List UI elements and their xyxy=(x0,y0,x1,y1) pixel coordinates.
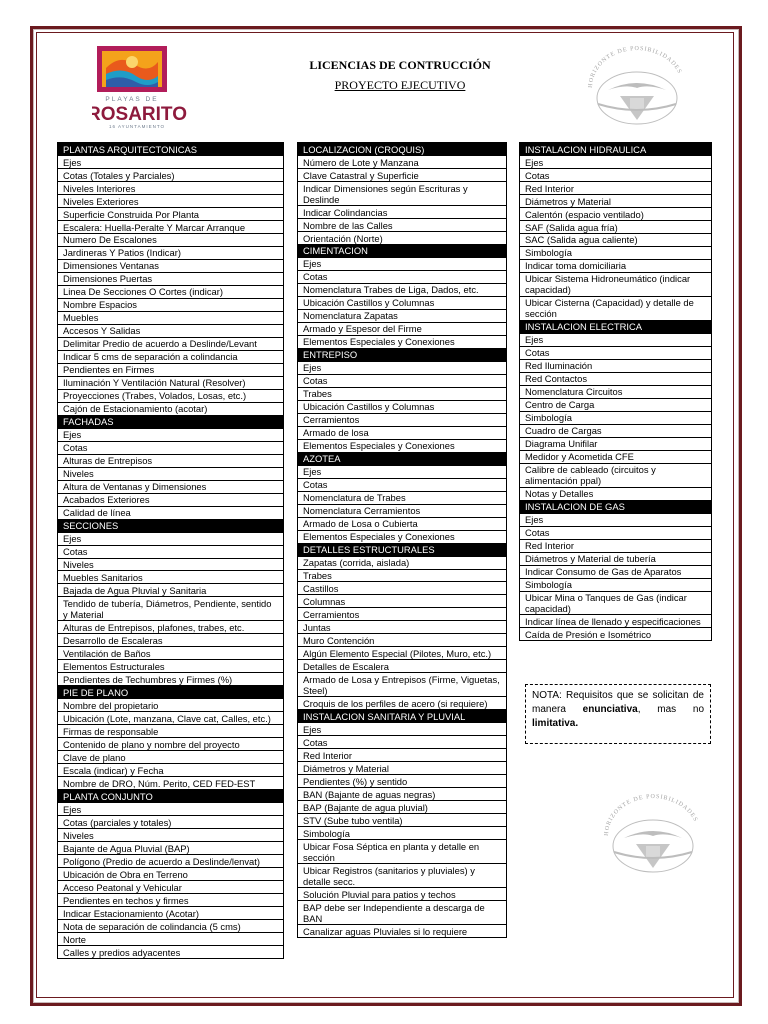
note-bold-2: limitativa. xyxy=(532,718,579,729)
checklist-column-2 xyxy=(297,142,507,938)
checklist-item: Diagrama Unifilar xyxy=(520,437,711,450)
checklist-item: Simbología xyxy=(520,246,711,259)
checklist-item: Acabados Exteriores xyxy=(58,493,283,506)
checklist-item: Acceso Peatonal y Vehicular xyxy=(58,880,283,893)
section-header: ENTREPISO xyxy=(298,348,506,361)
checklist-item: Red Iluminación xyxy=(520,359,711,372)
checklist-item: Niveles xyxy=(58,828,283,841)
checklist-item: Ubicación Castillos y Columnas xyxy=(298,296,506,309)
checklist-item: Cotas xyxy=(520,526,711,539)
checklist-item: Ventilación de Baños xyxy=(58,646,283,659)
checklist-item: Nombre del propietario xyxy=(58,698,283,711)
checklist-item: Niveles xyxy=(58,558,283,571)
checklist-item: Columnas xyxy=(298,594,506,607)
checklist-item: Ejes xyxy=(520,513,711,526)
checklist-item: Cotas xyxy=(298,735,506,748)
checklist-item: Superficie Construida Por Planta xyxy=(58,207,283,220)
checklist-item: Algún Elemento Especial (Pilotes, Muro, etc.) xyxy=(298,646,506,659)
checklist-item: Alturas de Entrepisos xyxy=(58,454,283,467)
checklist-item: Simbología xyxy=(520,578,711,591)
checklist-item: Cotas xyxy=(298,478,506,491)
checklist-item: Solución Pluvial para patios y techos xyxy=(298,887,506,900)
checklist-item: Cuadro de Cargas xyxy=(520,424,711,437)
checklist-item: Ubicar Mina o Tanques de Gas (indicar capacidad) xyxy=(520,591,711,615)
checklist-item: Pendientes de Techumbres y Firmes (%) xyxy=(58,672,283,685)
checklist-item: Cajón de Estacionamiento (acotar) xyxy=(58,402,283,415)
checklist-item: Croquis de los perfiles de acero (si requiere) xyxy=(298,696,506,709)
checklist-item: Clave Catastral y Superficie xyxy=(298,168,506,181)
checklist-item: Diámetros y Material de tubería xyxy=(520,552,711,565)
checklist-item: Calibre de cableado (circuitos y alimentación ppal) xyxy=(520,463,711,487)
page-subtitle: PROYECTO EJECUTIVO xyxy=(334,78,466,92)
checklist-item: Escala (indicar) y Fecha xyxy=(58,763,283,776)
checklist-item: Ejes xyxy=(58,802,283,815)
checklist-item: Simbología xyxy=(298,826,506,839)
section-header: INSTALACION SANITARIA Y PLUVIAL xyxy=(298,709,506,722)
checklist-item: SAC (Salida agua caliente) xyxy=(520,233,711,246)
checklist-item: Pendientes en techos y firmes xyxy=(58,893,283,906)
checklist-item: Indicar 5 cms de separación a colindancia xyxy=(58,350,283,363)
checklist-item: Tendido de tubería, Diámetros, Pendiente, sentido y Material xyxy=(58,596,283,620)
checklist-item: Ubicar Fosa Séptica en planta y detalle en sección xyxy=(298,839,506,863)
checklist-item: Simbología xyxy=(520,411,711,424)
checklist-item: Nomenclatura Trabes de Liga, Dados, etc. xyxy=(298,283,506,296)
checklist-item: Castillos xyxy=(298,581,506,594)
checklist-item: Ejes xyxy=(58,532,283,545)
checklist-item: Notas y Detalles xyxy=(520,487,711,500)
checklist-item: Niveles Interiores xyxy=(58,181,283,194)
checklist-item: Ejes xyxy=(58,428,283,441)
checklist-item: Trabes xyxy=(298,387,506,400)
checklist-item: Calentón (espacio ventilado) xyxy=(520,207,711,220)
checklist-item: Caída de Presión e Isométrico xyxy=(520,627,711,640)
checklist-item: Diámetros y Material xyxy=(520,194,711,207)
logo-sub: 16 AYUNTAMIENTO xyxy=(108,124,166,129)
checklist-item: Cotas xyxy=(298,270,506,283)
checklist-item: Elementos Especiales y Conexiones xyxy=(298,335,506,348)
municipal-seal-icon xyxy=(578,46,696,130)
checklist-item: Red Interior xyxy=(520,539,711,552)
checklist-column-1 xyxy=(57,142,284,959)
checklist-item: Dimensiones Ventanas xyxy=(58,259,283,272)
checklist-item: Elementos Estructurales xyxy=(58,659,283,672)
checklist-item: Ubicar Sistema Hidroneumático (indicar capacidad) xyxy=(520,272,711,296)
checklist-item: Calidad de línea xyxy=(58,506,283,519)
checklist-item: Número de Lote y Manzana xyxy=(298,155,506,168)
checklist-item: Ejes xyxy=(298,465,506,478)
checklist-item: Armado de Losa o Cubierta xyxy=(298,517,506,530)
checklist-item: Bajante de Agua Pluvial (BAP) xyxy=(58,841,283,854)
checklist-item: Ejes xyxy=(298,361,506,374)
note-bold-1: enunciativa xyxy=(582,704,638,715)
checklist-item: Red Interior xyxy=(298,748,506,761)
checklist-item: Ejes xyxy=(298,722,506,735)
section-header: AZOTEA xyxy=(298,452,506,465)
checklist-item: Cotas xyxy=(58,441,283,454)
section-header: INSTALACION DE GAS xyxy=(520,500,711,513)
checklist-item: Nombre Espacios xyxy=(58,298,283,311)
section-header: PLANTA CONJUNTO xyxy=(58,789,283,802)
checklist-item: Indicar línea de llenado y especificaciones xyxy=(520,614,711,627)
checklist-item: Altura de Ventanas y Dimensiones xyxy=(58,480,283,493)
checklist-item: Pendientes en Firmes xyxy=(58,363,283,376)
checklist-item: Indicar toma domiciliaria xyxy=(520,259,711,272)
checklist-item: Cotas xyxy=(520,346,711,359)
checklist-item: Cotas xyxy=(520,168,711,181)
checklist-item: STV (Sube tubo ventila) xyxy=(298,813,506,826)
checklist-item: Cerramientos xyxy=(298,607,506,620)
checklist-item: Nota de separación de colindancia (5 cms) xyxy=(58,919,283,932)
note-prefix: NOTA: Requisitos que se solicitan de manera xyxy=(532,690,704,715)
section-header: CIMENTACION xyxy=(298,244,506,257)
checklist-item: Indicar Colindancias xyxy=(298,205,506,218)
checklist-item: Red Contactos xyxy=(520,372,711,385)
checklist-item: Contenido de plano y nombre del proyecto xyxy=(58,737,283,750)
checklist-item: Dimensiones Puertas xyxy=(58,272,283,285)
checklist-item: Cotas (Totales y Parciales) xyxy=(58,168,283,181)
checklist-item: Centro de Carga xyxy=(520,398,711,411)
checklist-item: Niveles Exteriores xyxy=(58,194,283,207)
checklist-item: Cotas xyxy=(58,545,283,558)
checklist-item: Red Interior xyxy=(520,181,711,194)
checklist-item: Zapatas (corrida, aislada) xyxy=(298,556,506,569)
checklist-item: Ubicación (Lote, manzana, Clave cat, Calles, etc.) xyxy=(58,711,283,724)
section-header: INSTALACION ELECTRICA xyxy=(520,320,711,333)
checklist-item: Pendientes (%) y sentido xyxy=(298,774,506,787)
checklist-item: Elementos Especiales y Conexiones xyxy=(298,530,506,543)
checklist-item: Ejes xyxy=(58,155,283,168)
checklist-item: Polígono (Predio de acuerdo a Deslinde/lenvat) xyxy=(58,854,283,867)
checklist-item: Nomenclatura Cerramientos xyxy=(298,504,506,517)
checklist-item: Nombre de DRO, Núm. Perito, CED FED-EST xyxy=(58,776,283,789)
checklist-item: Ejes xyxy=(520,333,711,346)
section-header: PIE DE PLANO xyxy=(58,685,283,698)
checklist-item: Desarrollo de Escaleras xyxy=(58,633,283,646)
checklist-item: Numero De Escalones xyxy=(58,233,283,246)
checklist-item: Delimitar Predio de acuerdo a Deslinde/Levant xyxy=(58,337,283,350)
section-header: LOCALIZACION (CROQUIS) xyxy=(298,143,506,155)
checklist-item: Nombre de las Calles xyxy=(298,218,506,231)
checklist-item: Cotas (parciales y totales) xyxy=(58,815,283,828)
checklist-item: Juntas xyxy=(298,620,506,633)
checklist-item: Ejes xyxy=(520,155,711,168)
checklist-item: Jardineras Y Patios (Indicar) xyxy=(58,246,283,259)
checklist-item: Detalles de Escalera xyxy=(298,659,506,672)
note-middle: , mas no xyxy=(637,704,705,715)
checklist-item: Clave de plano xyxy=(58,750,283,763)
checklist-item: BAP (Bajante de agua pluvial) xyxy=(298,800,506,813)
checklist-item: Niveles xyxy=(58,467,283,480)
checklist-item: Nomenclatura Zapatas xyxy=(298,309,506,322)
checklist-item: Medidor y Acometida CFE xyxy=(520,450,711,463)
checklist-item: Calles y predios adyacentes xyxy=(58,945,283,958)
checklist-item: Muro Contención xyxy=(298,633,506,646)
checklist-item: Indicar Estacionamiento (Acotar) xyxy=(58,906,283,919)
checklist-item: Ubicación de Obra en Terreno xyxy=(58,867,283,880)
checklist-item: Firmas de responsable xyxy=(58,724,283,737)
note-box xyxy=(525,684,711,744)
checklist-item: Armado y Espesor del Firme xyxy=(298,322,506,335)
checklist-item: Indicar Consumo de Gas de Aparatos xyxy=(520,565,711,578)
checklist-item: Muebles xyxy=(58,311,283,324)
section-header: SECCIONES xyxy=(58,519,283,532)
checklist-item: SAF (Salida agua fría) xyxy=(520,220,711,233)
checklist-item: Iluminación Y Ventilación Natural (Resolver) xyxy=(58,376,283,389)
section-header: DETALLES ESTRUCTURALES xyxy=(298,543,506,556)
checklist-item: Ubicar Cisterna (Capacidad) y detalle de sección xyxy=(520,296,711,320)
checklist-item: Armado de Losa y Entrepisos (Firme, Viguetas, Steel) xyxy=(298,672,506,696)
checklist-item: Linea De Secciones O Cortes (indicar) xyxy=(58,285,283,298)
checklist-column-3 xyxy=(519,142,712,641)
checklist-item: Orientación (Norte) xyxy=(298,231,506,244)
page-title: LICENCIAS DE CONTRUCCIÓN xyxy=(309,58,491,72)
checklist-item: Canalizar aguas Pluviales si lo requiere xyxy=(298,924,506,937)
checklist-item: BAP debe ser Independiente a descarga de BAN xyxy=(298,900,506,924)
checklist-item: Ubicar Registros (sanitarios y pluviales) y detalle secc. xyxy=(298,863,506,887)
checklist-item: Proyecciones (Trabes, Volados, Losas, etc.) xyxy=(58,389,283,402)
checklist-item: Ejes xyxy=(298,257,506,270)
checklist-item: Nomenclatura de Trabes xyxy=(298,491,506,504)
checklist-item: Ubicación Castillos y Columnas xyxy=(298,400,506,413)
logo-city: ROSARITO xyxy=(92,104,187,125)
checklist-item: Norte xyxy=(58,932,283,945)
checklist-item: Indicar Dimensiones según Escrituras y Deslinde xyxy=(298,181,506,205)
checklist-item: Escalera: Huella-Peralte Y Marcar Arranque xyxy=(58,220,283,233)
svg-text:HORIZONTE DE POSIBILIDADES: HORIZONTE DE POSIBILIDADES xyxy=(603,794,699,837)
checklist-item: Nomenclatura Circuitos xyxy=(520,385,711,398)
svg-text:HORIZONTE DE POSIBILIDADES: HORIZONTE DE POSIBILIDADES xyxy=(587,46,683,89)
checklist-item: Accesos Y Salidas xyxy=(58,324,283,337)
checklist-item: Bajada de Agua Pluvial y Sanitaria xyxy=(58,583,283,596)
rosarito-logo xyxy=(92,44,190,130)
checklist-item: Armado de losa xyxy=(298,426,506,439)
checklist-item: BAN (Bajante de aguas negras) xyxy=(298,787,506,800)
checklist-item: Elementos Especiales y Conexiones xyxy=(298,439,506,452)
checklist-item: Diámetros y Material xyxy=(298,761,506,774)
section-header: FACHADAS xyxy=(58,415,283,428)
municipal-seal-watermark-icon xyxy=(594,794,712,878)
section-header: PLANTAS ARQUITECTONICAS xyxy=(58,143,283,155)
checklist-item: Trabes xyxy=(298,569,506,582)
checklist-item: Cerramientos xyxy=(298,413,506,426)
logo-tagline: PLAYAS DE xyxy=(105,96,159,103)
checklist-item: Muebles Sanitarios xyxy=(58,570,283,583)
checklist-item: Alturas de Entrepisos, plafones, trabes, etc. xyxy=(58,620,283,633)
checklist-item: Cotas xyxy=(298,374,506,387)
section-header: INSTALACION HIDRAULICA xyxy=(520,143,711,155)
